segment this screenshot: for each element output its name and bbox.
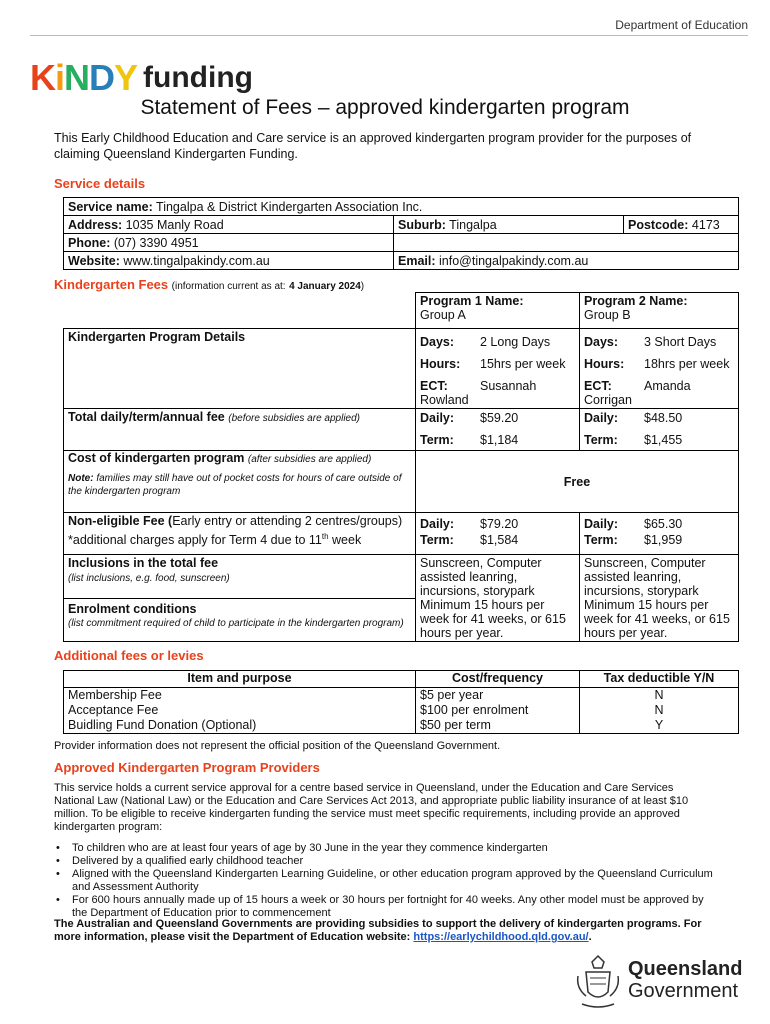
p2-term-label: Term: bbox=[584, 433, 618, 447]
address-label: Address: bbox=[68, 217, 123, 232]
disclaimer: Provider information does not represent the official position of the Queensland Government. bbox=[54, 740, 501, 752]
p2-ect: Amanda bbox=[644, 379, 691, 393]
p1-days: 2 Long Days bbox=[480, 335, 551, 349]
inclusions-note: (list inclusions, e.g. food, sunscreen) bbox=[68, 573, 230, 584]
enrolment-label: Enrolment conditions bbox=[68, 601, 197, 616]
noneligible-label: Non-eligible Fee ( bbox=[68, 514, 173, 528]
header-divider bbox=[30, 35, 748, 36]
fees-info-date: 4 January 2024 bbox=[289, 281, 361, 292]
closing-period: . bbox=[588, 931, 592, 943]
service-name: Tingalpa & District Kindergarten Association Inc. bbox=[156, 199, 423, 214]
kindy-funding-logo bbox=[30, 52, 253, 96]
noneligible-text: Early entry or attending 2 centres/groups) bbox=[172, 514, 403, 528]
enrolment-note: (list commitment required of child to participate in the kindergarten program) bbox=[68, 617, 404, 629]
providers-heading: Approved Kindergarten Program Providers bbox=[54, 760, 320, 775]
p1-ect: Susannah bbox=[480, 379, 537, 393]
service-details-table bbox=[63, 197, 739, 270]
logo-letter: Y bbox=[114, 57, 138, 98]
list-item: • For 600 hours annually made up of 15 hours a week or 30 hours per fortnight for 40 weeks. Any other model must be approved by the Department of Education prior to commencement bbox=[56, 894, 716, 920]
p2-daily-label: Daily: bbox=[584, 411, 619, 425]
list-item: • Delivered by a qualified early childhood teacher bbox=[56, 855, 716, 868]
cost-note: (after subsidies are applied) bbox=[247, 454, 372, 465]
providers-paragraph: This service holds a current service approval for a centre based service in Queensland, under the Education and Care Services National Law (National Law) or the Education and Care Services Act 2013, and appropriate public liability insurance of at least $10 million. To be eligible to receive kindergarten funding the service must meet specific requirements, including provide an approved kindergarten program: bbox=[54, 782, 689, 833]
p2-inclusions: Sunscreen, Computer assisted leanring, incursions, storypark bbox=[584, 556, 706, 598]
p1-inclusions: Sunscreen, Computer assisted leanring, incursions, storypark bbox=[420, 556, 542, 598]
p2-ne-term-label: Term: bbox=[584, 533, 618, 547]
row-tax: N bbox=[654, 688, 664, 702]
phone: (07) 3390 4951 bbox=[113, 235, 199, 250]
coat-of-arms-icon bbox=[574, 952, 622, 1012]
noneligible-extra2: week bbox=[328, 533, 362, 548]
p1-ne-term: $1,584 bbox=[480, 533, 519, 547]
fees-info-suffix: ) bbox=[360, 281, 365, 292]
p2-daily: $48.50 bbox=[644, 411, 683, 425]
fees-heading-line bbox=[54, 277, 364, 292]
row-item: Buidling Fund Donation (Optional) bbox=[68, 718, 257, 732]
program1-name: Group A bbox=[420, 308, 466, 322]
website-label: Website: bbox=[68, 253, 120, 268]
postcode: 4173 bbox=[691, 217, 720, 232]
p1-ect-surname: Rowland bbox=[420, 393, 469, 407]
logo-letter: N bbox=[64, 57, 90, 98]
p2-days: 3 Short Days bbox=[644, 335, 717, 349]
list-item: • Aligned with the Queensland Kindergarten Learning Guideline, or other education program approved by the Queensland Curriculum and Assessment Authority bbox=[56, 868, 716, 894]
service-name-label: Service name: bbox=[68, 199, 153, 214]
p2-hours-label: Hours: bbox=[584, 357, 625, 371]
page-title: Statement of Fees – approved kindergarten program bbox=[140, 96, 630, 119]
row-item: Membership Fee bbox=[68, 688, 162, 702]
p1-daily-label: Daily: bbox=[420, 411, 455, 425]
email-label: Email: bbox=[398, 253, 436, 268]
additional-fees-heading: Additional fees or levies bbox=[54, 648, 204, 663]
program2-label: Program 2 Name: bbox=[584, 294, 688, 308]
p1-ne-daily-label: Daily: bbox=[420, 517, 455, 531]
logo-kindy bbox=[30, 57, 138, 98]
p1-hours: 15hrs per week bbox=[480, 357, 566, 371]
col-cost: Cost/frequency bbox=[452, 671, 543, 685]
service-details-heading: Service details bbox=[54, 176, 146, 191]
closing-text: The Australian and Queensland Governments are providing subsidies to support the delivery of kindergarten programs. For more information, please visit the Department of Education website: bbox=[54, 918, 702, 943]
p2-hours: 18hrs per week bbox=[644, 357, 730, 371]
suburb: Tingalpa bbox=[449, 217, 497, 232]
p2-ne-daily: $65.30 bbox=[644, 517, 683, 531]
p1-term-label: Term: bbox=[420, 433, 454, 447]
p1-days-label: Days: bbox=[420, 335, 455, 349]
qld-gov-line1: Queensland bbox=[628, 958, 743, 980]
p2-ne-daily-label: Daily: bbox=[584, 517, 619, 531]
noneligible-extra: *additional charges apply for Term 4 due to 11 bbox=[68, 533, 322, 548]
p2-ne-term: $1,959 bbox=[644, 533, 683, 547]
cost-note2: families may still have out of pocket costs for hours of care outside of the kindergarten program bbox=[68, 473, 402, 497]
postcode-label: Postcode: bbox=[628, 217, 689, 232]
requirements-list bbox=[56, 842, 716, 920]
cost-value: Free bbox=[563, 474, 591, 489]
row-cost: $100 per enrolment bbox=[420, 703, 529, 717]
additional-fees-table bbox=[63, 670, 739, 734]
p1-ne-term-label: Term: bbox=[420, 533, 454, 547]
website: www.tingalpakindy.com.au bbox=[123, 253, 270, 268]
closing-paragraph bbox=[54, 918, 714, 944]
suburb-label: Suburb: bbox=[398, 217, 446, 232]
p1-ne-daily: $79.20 bbox=[480, 517, 519, 531]
row-item: Acceptance Fee bbox=[68, 703, 159, 717]
list-item: • To children who are at least four years of age by 30 June in the year they commence kindergarten bbox=[56, 842, 716, 855]
program2-name: Group B bbox=[584, 308, 631, 322]
row-tax: Y bbox=[654, 718, 664, 732]
row-cost: $5 per year bbox=[420, 688, 484, 702]
address: 1035 Manly Road bbox=[125, 217, 224, 232]
p2-days-label: Days: bbox=[584, 335, 619, 349]
qld-gov-line2: Government bbox=[628, 980, 739, 1002]
education-website-link[interactable]: https://earlychildhood.qld.gov.au/ bbox=[413, 931, 589, 943]
logo-letter: K bbox=[30, 57, 55, 98]
phone-label: Phone: bbox=[68, 235, 111, 250]
p1-hours-label: Hours: bbox=[420, 357, 461, 371]
fees-info-prefix: (information current as at: bbox=[171, 281, 286, 292]
logo-letter: D bbox=[89, 57, 115, 98]
p2-enrolment: Minimum 15 hours per week for 41 weeks, or 615 hours per year. bbox=[584, 598, 730, 640]
logo-letter: i bbox=[55, 57, 65, 98]
p2-ect-surname: Corrigan bbox=[584, 393, 632, 407]
fees-heading: Kindergarten Fees bbox=[54, 277, 169, 292]
p1-enrolment: Minimum 15 hours per week for 41 weeks, or 615 hours per year. bbox=[420, 598, 566, 640]
cost-label: Cost of kindergarten program bbox=[68, 451, 245, 465]
p1-term: $1,184 bbox=[480, 433, 519, 447]
p2-ect-label: ECT: bbox=[584, 379, 612, 393]
col-item: Item and purpose bbox=[187, 671, 292, 685]
col-tax: Tax deductible Y/N bbox=[603, 671, 715, 685]
p2-term: $1,455 bbox=[644, 433, 683, 447]
row-cost: $50 per term bbox=[420, 718, 491, 732]
row-tax: N bbox=[654, 703, 664, 717]
cost-note2-bold: Note: bbox=[68, 473, 94, 484]
logo-word: funding bbox=[143, 61, 253, 94]
p1-ect-label: ECT: bbox=[420, 379, 448, 393]
department-label: Department of Education bbox=[615, 18, 748, 32]
total-fee-note: (before subsidies are applied) bbox=[228, 413, 360, 424]
program1-label: Program 1 Name: bbox=[420, 294, 524, 308]
inclusions-label: Inclusions in the total fee bbox=[68, 556, 219, 570]
details-label: Kindergarten Program Details bbox=[68, 330, 246, 344]
total-fee-label: Total daily/term/annual fee bbox=[68, 410, 225, 424]
intro-paragraph: This Early Childhood Education and Care service is an approved kindergarten program provider for the purposes of claiming Queensland Kindergarten Funding. bbox=[54, 131, 692, 161]
email: info@tingalpakindy.com.au bbox=[439, 253, 589, 268]
kindergarten-fees-table bbox=[63, 292, 739, 642]
noneligible-sup: th bbox=[321, 532, 329, 541]
p1-daily: $59.20 bbox=[480, 411, 519, 425]
